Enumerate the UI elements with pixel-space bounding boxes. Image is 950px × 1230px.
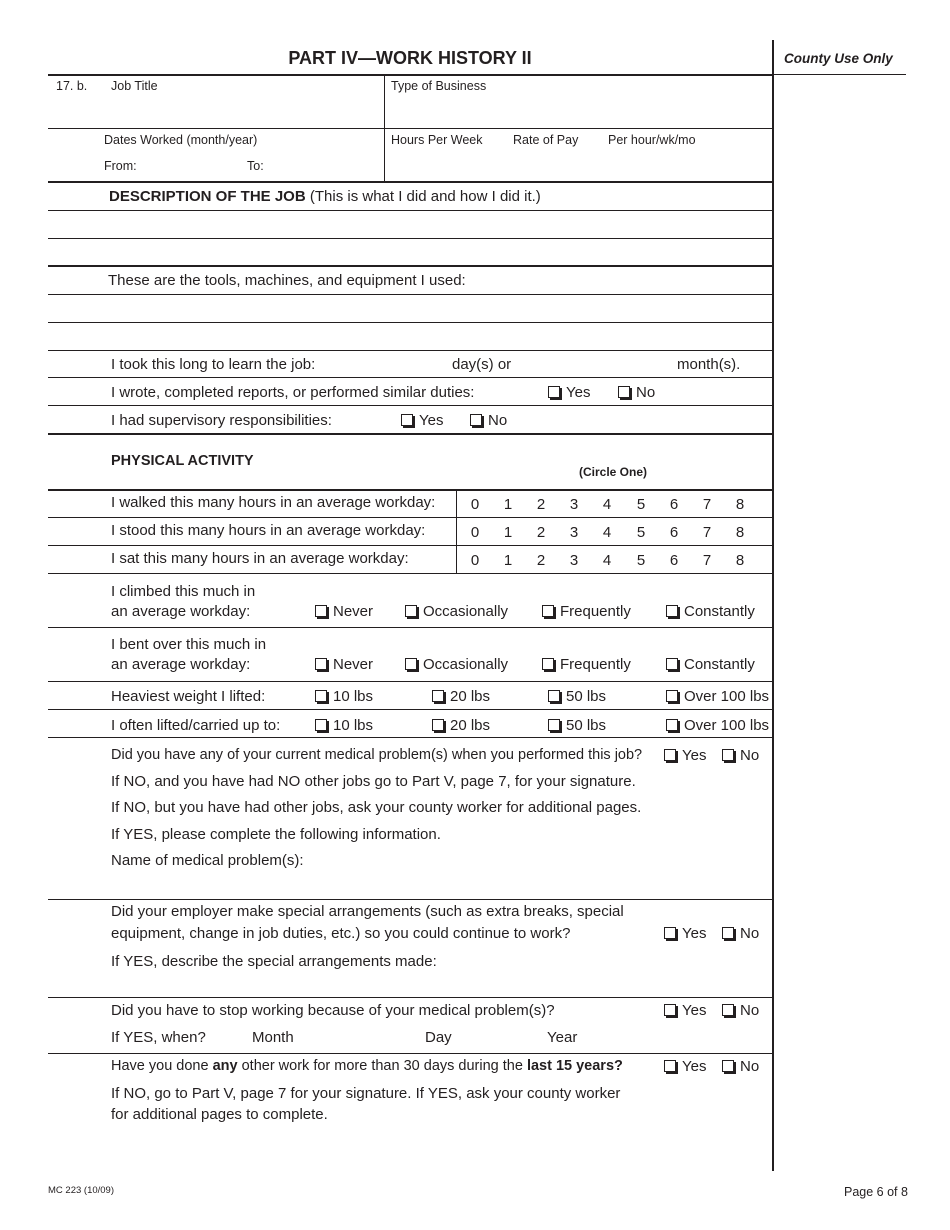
climbed-never-checkbox[interactable]: [315, 603, 373, 620]
bent-label-line1: I bent over this much in: [111, 636, 267, 653]
checkbox-icon: [722, 749, 734, 761]
option-label: 20 lbs: [450, 688, 491, 705]
rate-of-pay-label: Rate of Pay: [513, 133, 579, 147]
checkbox-icon: [666, 690, 678, 702]
per-label: Per hour/wk/mo: [608, 133, 696, 147]
climbed-frequently-checkbox[interactable]: [542, 603, 631, 620]
climbed-constantly-checkbox[interactable]: [666, 603, 755, 620]
checkbox-icon: [401, 414, 413, 426]
stop-day-label: Day: [425, 1029, 452, 1046]
walked-label: I walked this many hours in an average workday:: [111, 494, 436, 511]
checkbox-icon: [315, 719, 327, 731]
yes-label: Yes: [419, 412, 444, 429]
option-label: 50 lbs: [566, 688, 607, 705]
description-heading-rest: (This is what I did and how I did it.): [305, 188, 541, 205]
medical-instruction-1: If NO, and you have had NO other jobs go to Part V, page 7, for your signature.: [111, 773, 636, 790]
medical-instruction-2: If NO, but you have had other jobs, ask your county worker for additional pages.: [111, 799, 642, 816]
rule: [48, 517, 772, 518]
checkbox-icon: [405, 605, 417, 617]
hour-option[interactable]: 8: [735, 496, 745, 513]
option-label: Over 100 lbs: [684, 717, 770, 734]
arrangements-no-checkbox[interactable]: [722, 925, 759, 942]
stop-yes-checkbox[interactable]: [664, 1002, 706, 1019]
medical-problem-label: Name of medical problem(s):: [111, 852, 304, 869]
checkbox-icon: [548, 719, 560, 731]
heaviest-20lbs-checkbox[interactable]: [432, 688, 490, 705]
checkbox-icon: [722, 927, 734, 939]
checkbox-icon: [315, 690, 327, 702]
hour-option[interactable]: 0: [470, 496, 480, 513]
medical-question: Did you have any of your current medical problem(s) when you performed this job?: [111, 747, 643, 763]
hour-option[interactable]: 7: [702, 524, 712, 541]
option-label: Frequently: [560, 603, 631, 620]
bent-label-line2: an average workday:: [111, 656, 251, 673]
supervisory-no-checkbox[interactable]: [470, 412, 507, 429]
tools-field[interactable]: [50, 296, 770, 348]
checkbox-icon: [542, 605, 554, 617]
checkbox-icon: [315, 658, 327, 670]
no-label: No: [636, 384, 656, 401]
option-label: 20 lbs: [450, 717, 491, 734]
no-label: No: [740, 1058, 760, 1075]
bent-occasionally-checkbox[interactable]: [405, 656, 508, 673]
tools-label: These are the tools, machines, and equipment I used:: [108, 272, 466, 289]
rule: [48, 545, 772, 546]
hour-option[interactable]: 6: [669, 552, 679, 569]
hour-option[interactable]: 4: [602, 524, 612, 541]
county-use-rule: [772, 74, 906, 75]
stood-label: I stood this many hours in an average workday:: [111, 522, 426, 539]
arrangements-yes-checkbox[interactable]: [664, 925, 706, 942]
checkbox-icon: [618, 386, 630, 398]
description-field[interactable]: [50, 212, 770, 262]
rule: [48, 489, 772, 491]
checkbox-icon: [666, 658, 678, 670]
type-of-business-label: Type of Business: [391, 79, 487, 93]
stop-year-label: Year: [547, 1029, 578, 1046]
supervisory-yes-checkbox[interactable]: [401, 412, 443, 429]
option-label: Constantly: [684, 656, 755, 673]
other-work-q-part2: other work for more than 30 days during the: [237, 1058, 527, 1074]
job-title-label: Job Title: [111, 79, 158, 93]
other-work-question: [111, 1058, 623, 1074]
description-heading: [109, 188, 541, 205]
hour-option[interactable]: 6: [669, 524, 679, 541]
hour-option[interactable]: 5: [636, 496, 646, 513]
yes-label: Yes: [682, 747, 707, 764]
stop-month-label: Month: [252, 1029, 294, 1046]
hour-option[interactable]: 0: [470, 552, 480, 569]
rule: [48, 573, 772, 574]
other-work-yes-checkbox[interactable]: [664, 1058, 706, 1075]
no-label: No: [488, 412, 508, 429]
checkbox-icon: [664, 927, 676, 939]
other-work-q-bold2: last 15 years?: [526, 1058, 623, 1074]
supervisory-label: I had supervisory responsibilities:: [111, 412, 332, 429]
page-number: Page 6 of 8: [844, 1185, 908, 1199]
form-id: MC 223 (10/09): [48, 1185, 115, 1196]
rule: [48, 405, 772, 406]
checkbox-icon: [664, 1060, 676, 1072]
sat-label: I sat this many hours in an average workday:: [111, 550, 409, 567]
hour-option[interactable]: 8: [735, 552, 745, 569]
type-of-business-field[interactable]: [389, 96, 769, 126]
option-label: Never: [333, 656, 374, 673]
no-label: No: [740, 1002, 760, 1019]
hour-option[interactable]: 4: [602, 496, 612, 513]
hour-option[interactable]: 1: [503, 524, 513, 541]
rule: [48, 265, 772, 267]
dates-worked-label: Dates Worked (month/year): [104, 133, 258, 147]
no-label: No: [740, 925, 760, 942]
checkbox-icon: [722, 1060, 734, 1072]
rule: [48, 709, 772, 710]
bent-frequently-checkbox[interactable]: [542, 656, 631, 673]
yes-label: Yes: [682, 925, 707, 942]
medical-no-checkbox[interactable]: [722, 747, 759, 764]
hour-option[interactable]: 3: [569, 496, 579, 513]
rule: [48, 74, 772, 76]
other-work-q-bold1: any: [212, 1058, 238, 1074]
rule: [48, 181, 772, 183]
hour-option[interactable]: 2: [536, 524, 546, 541]
checkbox-icon: [664, 1004, 676, 1016]
reports-no-checkbox[interactable]: [618, 384, 655, 401]
learn-days-label: day(s) or: [452, 356, 512, 373]
rule: [48, 681, 772, 682]
rule: [48, 997, 772, 998]
other-work-no-checkbox[interactable]: [722, 1058, 759, 1075]
option-label: Frequently: [560, 656, 631, 673]
yes-label: Yes: [566, 384, 591, 401]
checkbox-icon: [315, 605, 327, 617]
rule: [48, 128, 772, 129]
checkbox-icon: [666, 605, 678, 617]
hour-option[interactable]: 2: [536, 496, 546, 513]
checkbox-icon: [432, 690, 444, 702]
other-work-instruction-1: If NO, go to Part V, page 7 for your signature. If YES, ask your county worker: [111, 1085, 621, 1102]
checkbox-icon: [548, 386, 560, 398]
option-label: Never: [333, 603, 374, 620]
to-label: To:: [247, 159, 264, 173]
checkbox-icon: [405, 658, 417, 670]
learn-label: I took this long to learn the job:: [111, 356, 316, 373]
checkbox-icon: [548, 690, 560, 702]
heaviest-10lbs-checkbox[interactable]: [315, 688, 373, 705]
bent-constantly-checkbox[interactable]: [666, 656, 755, 673]
rule: [48, 1053, 772, 1054]
from-label: From:: [104, 159, 137, 173]
circle-one-note: (Circle One): [579, 465, 648, 479]
option-label: Constantly: [684, 603, 755, 620]
arrangements-describe-field[interactable]: [455, 950, 765, 994]
hour-option[interactable]: 7: [702, 496, 712, 513]
climbed-occasionally-checkbox[interactable]: [405, 603, 508, 620]
often-50lbs-checkbox[interactable]: [548, 717, 606, 734]
rule: [384, 75, 385, 181]
rule: [48, 899, 772, 900]
medical-problem-field[interactable]: [315, 849, 765, 894]
rule: [48, 737, 772, 738]
heaviest-weight-label: Heaviest weight I lifted:: [111, 688, 266, 705]
stop-working-question: Did you have to stop working because of your medical problem(s)?: [111, 1002, 555, 1019]
learn-days-field[interactable]: [340, 353, 445, 375]
heaviest-over100-checkbox[interactable]: [666, 688, 769, 705]
learn-months-field[interactable]: [525, 353, 670, 375]
rule: [48, 210, 772, 211]
arrangements-question-line2: equipment, change in job duties, etc.) so you could continue to work?: [111, 925, 571, 942]
rule: [456, 490, 457, 573]
arrangements-question-line1: Did your employer make special arrangements (such as extra breaks, special: [111, 903, 624, 920]
checkbox-icon: [722, 1004, 734, 1016]
bent-never-checkbox[interactable]: [315, 656, 373, 673]
rule: [48, 350, 772, 351]
hour-option[interactable]: 5: [636, 524, 646, 541]
yes-label: Yes: [682, 1058, 707, 1075]
checkbox-icon: [666, 719, 678, 731]
hours-per-week-label: Hours Per Week: [391, 133, 483, 147]
arrangements-describe-label: If YES, describe the special arrangements made:: [111, 953, 437, 970]
often-20lbs-checkbox[interactable]: [432, 717, 490, 734]
reports-yes-checkbox[interactable]: [548, 384, 590, 401]
hour-option[interactable]: 7: [702, 552, 712, 569]
other-work-q-part1: Have you done: [111, 1058, 213, 1074]
rule: [48, 294, 772, 295]
hour-option[interactable]: 4: [602, 552, 612, 569]
option-label: 50 lbs: [566, 717, 607, 734]
county-use-label: County Use Only: [784, 51, 893, 66]
from-field[interactable]: [140, 156, 240, 176]
rule: [48, 627, 772, 628]
rule: [48, 377, 772, 378]
county-use-divider: [772, 40, 774, 1171]
climbed-label-line1: I climbed this much in: [111, 583, 256, 600]
hour-option[interactable]: 3: [569, 552, 579, 569]
hour-option[interactable]: 6: [669, 496, 679, 513]
hour-option[interactable]: 3: [569, 524, 579, 541]
option-label: Over 100 lbs: [684, 688, 770, 705]
item-number: 17. b.: [56, 79, 88, 93]
stop-no-checkbox[interactable]: [722, 1002, 759, 1019]
hour-option[interactable]: 0: [470, 524, 480, 541]
physical-activity-heading: PHYSICAL ACTIVITY: [111, 453, 254, 469]
climbed-label-line2: an average workday:: [111, 603, 251, 620]
medical-yes-checkbox[interactable]: [664, 747, 706, 764]
page-title: PART IV—WORK HISTORY II: [288, 48, 532, 68]
option-label: 10 lbs: [333, 717, 374, 734]
checkbox-icon: [664, 749, 676, 761]
job-title-field[interactable]: [108, 96, 380, 126]
checkbox-icon: [542, 658, 554, 670]
other-work-instruction-2: for additional pages to complete.: [111, 1106, 328, 1123]
option-label: Occasionally: [423, 656, 509, 673]
hour-option[interactable]: 8: [735, 524, 745, 541]
often-10lbs-checkbox[interactable]: [315, 717, 373, 734]
stop-when-label: If YES, when?: [111, 1029, 206, 1046]
option-label: 10 lbs: [333, 688, 374, 705]
no-label: No: [740, 747, 760, 764]
to-field[interactable]: [266, 156, 376, 176]
hour-option[interactable]: 2: [536, 552, 546, 569]
heaviest-50lbs-checkbox[interactable]: [548, 688, 606, 705]
description-heading-bold: DESCRIPTION OF THE JOB: [109, 188, 306, 205]
rule: [48, 433, 772, 435]
often-over100-checkbox[interactable]: [666, 717, 769, 734]
option-label: Occasionally: [423, 603, 509, 620]
medical-instruction-3: If YES, please complete the following information.: [111, 826, 441, 843]
checkbox-icon: [432, 719, 444, 731]
yes-label: Yes: [682, 1002, 707, 1019]
hour-option[interactable]: 5: [636, 552, 646, 569]
hour-option[interactable]: 1: [503, 552, 513, 569]
checkbox-icon: [470, 414, 482, 426]
hour-option[interactable]: 1: [503, 496, 513, 513]
learn-months-label: month(s).: [677, 356, 741, 373]
reports-label: I wrote, completed reports, or performed similar duties:: [111, 384, 475, 401]
often-lifted-label: I often lifted/carried up to:: [111, 717, 281, 734]
